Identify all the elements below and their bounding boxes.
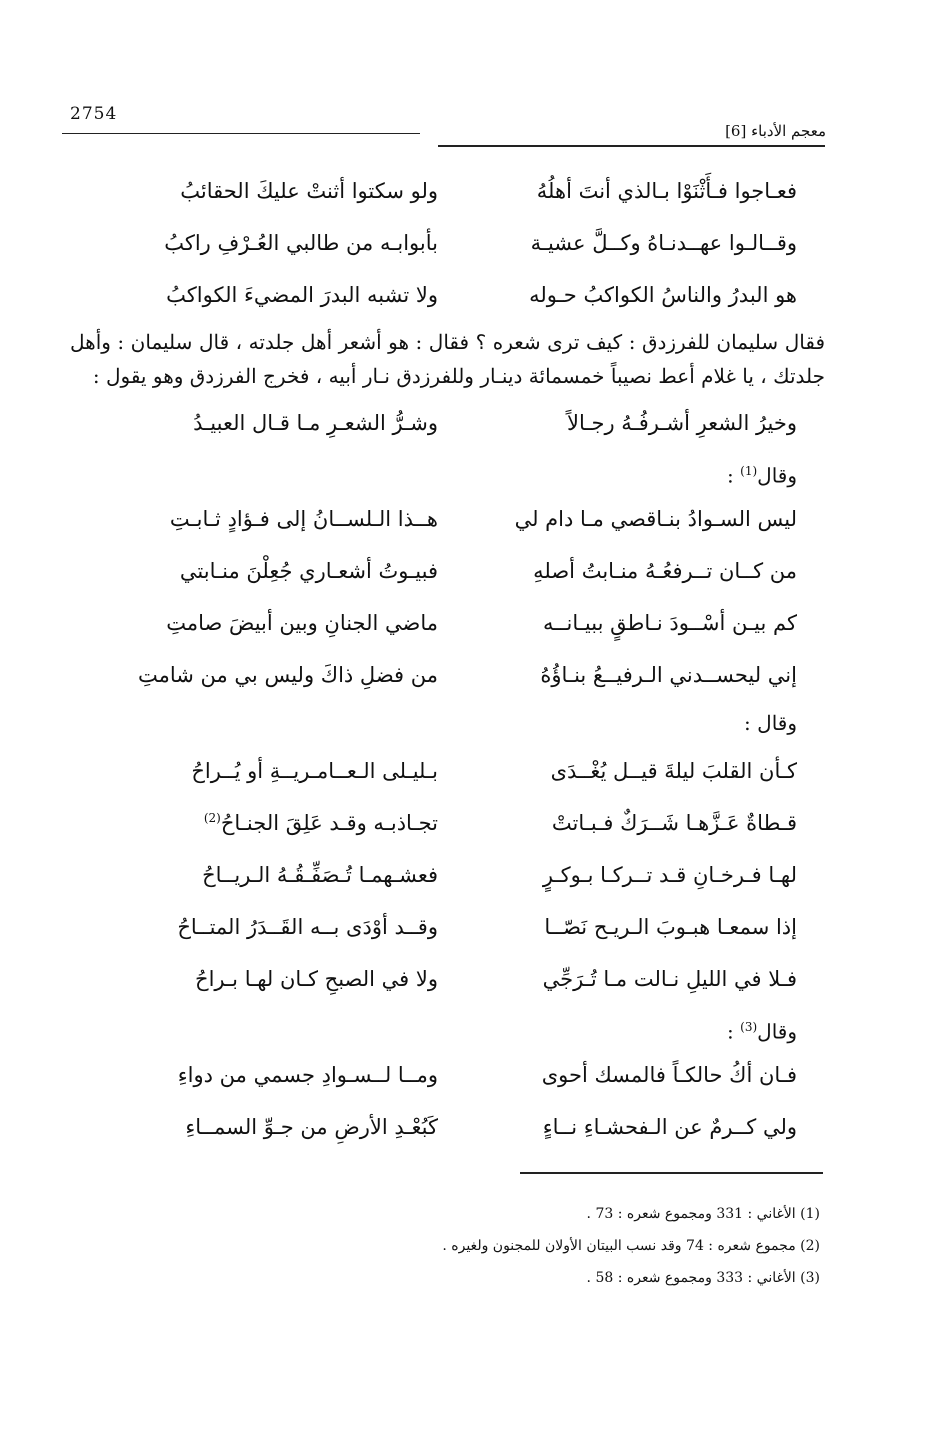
- verse-first-hemistich: قـطاةٌ عَـزَّهـا شَــرَكٌ فـبـاتتْ: [551, 811, 797, 835]
- verse-second-hemistich: ولو سكتوا أثنتْ عليكَ الحقائبُ: [180, 179, 438, 203]
- verse-second-hemistich: ولا تشبه البدرَ المضيءَ الكواكبُ: [166, 283, 438, 307]
- verse-second-hemistich: ولا في الصبحِ كـان لهـا بـراحُ: [195, 967, 438, 991]
- intro-text: وقال: [757, 463, 797, 488]
- verse-first-hemistich: ليس السـوادُ بنـاقصي مـا دام لي: [514, 507, 797, 531]
- verse-line: [70, 849, 825, 901]
- verse-line: [70, 597, 825, 649]
- verse-line: [70, 217, 825, 269]
- verse-first-hemistich: إذا سمعـا هبـوبَ الـريـح نَصّــا: [544, 915, 797, 939]
- verse-first-hemistich: وخيرُ الشعرِ أشـرفُـهُ رجـالاً: [566, 411, 797, 435]
- intro-colon: :: [727, 1019, 741, 1044]
- verse-line: [70, 545, 825, 597]
- running-head: معجم الأدباء [6]: [725, 122, 826, 140]
- verse-second-hemistich: بـليـلى الـعــامـريــةِ أو يُــراحُ: [191, 759, 438, 783]
- footnote-marker: (2): [203, 811, 221, 825]
- verse-second-hemistich: فبيـوتُ أشعـاري جُعِلْنَ منـابتي: [179, 559, 438, 583]
- verse-second-hemistich: وشـرُّ الشعـرِ مـا قـال العبيـدُ: [193, 411, 438, 435]
- verse-second-hemistich: ومــا لــسـوادِ جسمي من دواءِ: [177, 1063, 438, 1087]
- verse-first-hemistich: لهـا فـرخـانِ قـد تــركـا بـوكـرٍ: [542, 863, 797, 887]
- verse-line: [70, 745, 825, 797]
- verse-second-hemistich: وقــد أوْدَى بــه القَــدَرُ المتــاحُ: [177, 915, 438, 939]
- verse-line: [70, 797, 825, 849]
- verse-line: [70, 493, 825, 545]
- verse-first-hemistich: هو البدرُ والناسُ الكواكبُ حـوله: [529, 283, 797, 307]
- verse-first-hemistich: كم بيـن أسْــودَ نـاطقٍ ببيـانــه: [542, 611, 797, 635]
- footnote-marker: (3): [740, 1020, 758, 1034]
- verse-second-hemistich: كَبُعْـدِ الأرضِ من جـوِّ السمــاءِ: [185, 1115, 438, 1139]
- footnotes: [442, 1198, 820, 1294]
- verse-line: [70, 1101, 825, 1153]
- poem-intro: [70, 1005, 825, 1049]
- intro-colon: :: [744, 711, 758, 735]
- verse-first-hemistich: من كــان تــرفعُـهُ منـابتُ أصلهِ: [533, 559, 797, 583]
- verse-line: [70, 1049, 825, 1101]
- verse-second-hemistich: هــذا الـلســانُ إلى فـؤادٍ ثـابـتِ: [169, 507, 438, 531]
- poem-intro: [70, 701, 825, 745]
- verse-first-hemistich: فعـاجوا فـأَثْنَوْا بـالذي أنتَ أهلُهُ: [536, 179, 797, 203]
- verse-second-hemistich: [70, 811, 480, 835]
- footnote: (1) الأغاني : 331 ومجموع شعره : 73 .: [586, 1206, 820, 1222]
- verse-first-hemistich: إني ليحســدني الـرفيــعُ بنـاؤُهُ: [540, 663, 797, 687]
- verse-second-hemistich: ماضي الجنانِ وبين أبيضَ صامتِ: [166, 611, 438, 635]
- prose-paragraph: فقال سليمان للفرزدق : كيف ترى شعره ؟ فقال : هو أشعر أهل جلدته ، قال سليمان : وأهل جلدتك ، يا غلام أعط نصيباً خمسمائة دينـار وللفرزدق نـار أبيه ، فخرج الفرزدق وهو يقول :: [70, 330, 825, 388]
- footnote: (3) الأغاني : 333 ومجموع شعره : 58 .: [586, 1270, 820, 1286]
- footnote: (2) مجموع شعره : 74 وقد نسب البيتان الأولان للمجنون ولغيره .: [442, 1238, 820, 1254]
- header-rule-right: [438, 145, 825, 147]
- verse-line: [70, 953, 825, 1005]
- verse-first-hemistich: وقــالـوا عهــدنـاهُ وكــلَّ عشيـة: [530, 231, 797, 255]
- intro-colon: :: [727, 463, 741, 488]
- verse-first-hemistich: فـلا في الليلِ نـالت مـا تُـرَجِّي: [542, 967, 797, 991]
- poem-intro: [70, 449, 825, 493]
- verse-second-hemistich: فعشـهمـا تُـصَفِّـقُـهُ الـريــاحُ: [202, 863, 438, 887]
- verse-first-hemistich: كـأن القلبَ ليلةَ قيــل يُغْــدَى: [550, 759, 797, 783]
- verse-line: [70, 649, 825, 701]
- page-number: 2754: [70, 104, 118, 124]
- hemistich-text: تجـاذبـه وقـد عَلِقَ الجنـاحُ: [220, 811, 438, 835]
- verse-line: [70, 397, 825, 449]
- page-body: [70, 165, 825, 1153]
- footnote-rule: [520, 1172, 823, 1174]
- verse-line: [70, 165, 825, 217]
- verse-second-hemistich: من فضلِ ذاكَ وليس بي من شامتِ: [137, 663, 438, 687]
- verse-line: [70, 901, 825, 953]
- header-rule-left: [62, 133, 420, 134]
- verse-second-hemistich: بأبوابـه من طالبي العُـرْفِ راكبُ: [164, 231, 438, 255]
- verse-first-hemistich: فـان أكُ حالكـاً فالمسك أحوى: [541, 1063, 797, 1087]
- intro-text: وقال: [757, 711, 797, 735]
- verse-line: [70, 269, 825, 321]
- intro-text: وقال: [757, 1019, 797, 1044]
- footnote-marker: (1): [740, 464, 758, 478]
- verse-first-hemistich: ولي كــرمٌ عن الـفحشـاءِ نــاءٍ: [542, 1115, 797, 1139]
